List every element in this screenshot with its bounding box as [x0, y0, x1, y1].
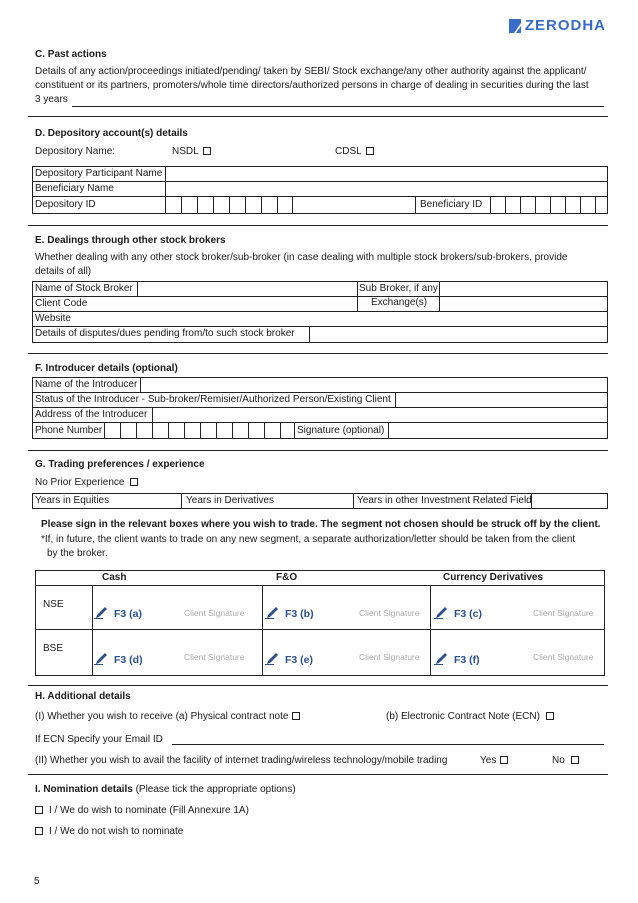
section-divider	[28, 685, 608, 686]
client-signature-placeholder: Client Signature	[533, 608, 594, 618]
nominate-no-checkbox[interactable]	[35, 827, 43, 835]
pen-icon	[94, 651, 110, 665]
section-d-title: D. Depository account(s) details	[35, 128, 188, 139]
client-signature-placeholder: Client Signature	[184, 608, 245, 618]
segment-note-line2: by the broker.	[47, 548, 108, 559]
f3-b-code: F3 (b)	[285, 608, 314, 620]
nse-cash-signature-box[interactable]	[92, 605, 260, 623]
client-signature-placeholder: Client Signature	[359, 652, 420, 662]
col-currency-derivatives: Currency Derivatives	[443, 572, 544, 583]
introducer-address-label: Address of the Introducer	[35, 409, 148, 420]
bse-currency-signature-box[interactable]	[432, 651, 604, 669]
sign-instruction: Please sign in the relevant boxes where you wish to trade. The segment not chosen should be struck off by the client.	[41, 519, 601, 530]
section-divider	[28, 353, 608, 354]
section-f-title: F. Introducer details (optional)	[35, 363, 178, 374]
section-divider	[28, 225, 608, 226]
beneficiary-name-label: Beneficiary Name	[35, 183, 114, 194]
ecn-email-label: If ECN Specify your Email ID	[35, 734, 163, 745]
section-h-title: H. Additional details	[35, 691, 131, 702]
beneficiary-id-boxes[interactable]	[490, 196, 608, 213]
ecn-option[interactable]	[386, 711, 554, 723]
row-nse: NSE	[43, 599, 64, 610]
row-bse: BSE	[43, 643, 64, 654]
no-checkbox[interactable]	[571, 756, 579, 764]
depository-name-label: Depository Name:	[35, 146, 116, 157]
depository-id-label: Depository ID	[35, 199, 96, 210]
nsdl-label: NSDL	[172, 146, 199, 157]
website-label: Website	[35, 313, 71, 324]
no-label: No	[552, 755, 565, 766]
section-g-title: G. Trading preferences / experience	[35, 459, 205, 470]
section-c-title: C. Past actions	[35, 49, 107, 60]
section-i-title: I. Nomination details	[35, 784, 133, 795]
introducer-name-label: Name of the Introducer	[35, 379, 138, 390]
past-actions-field[interactable]	[72, 106, 604, 107]
f3-a-code: F3 (a)	[114, 608, 143, 620]
f3-d-code: F3 (d)	[114, 654, 143, 666]
nominate-no-option[interactable]	[35, 826, 183, 838]
section-i-heading	[35, 784, 296, 796]
nsdl-option[interactable]	[172, 146, 211, 158]
cdsl-label: CDSL	[335, 146, 362, 157]
physical-contract-checkbox[interactable]	[292, 712, 300, 720]
pen-icon	[94, 605, 110, 619]
physical-contract-option[interactable]	[35, 711, 300, 723]
section-divider	[28, 450, 608, 451]
segment-note-line1: *If, in future, the client wants to trade on any new segment, a separate authorization/letter should be taken from the client	[41, 534, 576, 545]
nominate-no-label: I / We do not wish to nominate	[49, 826, 184, 837]
phone-number-boxes[interactable]	[104, 422, 296, 438]
col-cash: Cash	[102, 572, 127, 583]
physical-contract-label: (I) Whether you wish to receive (a) Physical contract note	[35, 711, 289, 722]
exchanges-label: Exchange(s)	[371, 297, 428, 308]
depository-id-boxes[interactable]	[165, 196, 292, 213]
no-prior-label: No Prior Experience	[35, 477, 125, 488]
f3-f-code: F3 (f)	[454, 654, 480, 666]
nse-currency-signature-box[interactable]	[432, 605, 604, 623]
pen-icon	[265, 605, 281, 619]
section-e-title: E. Dealings through other stock brokers	[35, 235, 226, 246]
pen-icon	[434, 605, 450, 619]
beneficiary-id-label: Beneficiary ID	[420, 199, 483, 210]
bse-fno-signature-box[interactable]	[263, 651, 431, 669]
f3-c-code: F3 (c)	[454, 608, 483, 620]
dp-name-label: Depository Participant Name	[35, 168, 163, 179]
section-divider	[28, 774, 608, 775]
no-prior-checkbox[interactable]	[130, 478, 138, 486]
section-e-line2: details of all)	[35, 266, 92, 277]
years-equities-label: Years in Equities	[35, 495, 110, 506]
years-derivatives-label: Years in Derivatives	[186, 495, 275, 506]
section-i-note: (Please tick the appropriate options)	[135, 784, 296, 795]
disputes-label: Details of disputes/dues pending from/to such stock broker	[35, 328, 295, 339]
pen-icon	[434, 651, 450, 665]
internet-trading-label: (II) Whether you wish to avail the facility of internet trading/wireless technology/mobile trading	[35, 755, 448, 766]
cdsl-option[interactable]	[335, 146, 374, 158]
f3-e-code: F3 (e)	[285, 654, 314, 666]
section-c-line1: Details of any action/proceedings initiated/pending/ taken by SEBI/ Stock exchange/any other authority against the applicant/	[35, 66, 587, 77]
internet-yes-option[interactable]	[480, 755, 508, 767]
nominate-yes-option[interactable]	[35, 805, 249, 817]
section-c-line3: 3 years	[35, 94, 68, 105]
nominate-yes-label: I / We do wish to nominate (Fill Annexure 1A)	[49, 805, 249, 816]
section-e-line1: Whether dealing with any other stock broker/sub-broker (in case dealing with multiple stock brokers/sub-brokers, provide	[35, 252, 568, 263]
introducer-signature-label: Signature (optional)	[297, 425, 385, 436]
years-other-label: Years in other Investment Related Field	[357, 495, 532, 506]
ecn-email-field[interactable]	[172, 744, 604, 745]
zerodha-logo	[509, 17, 606, 34]
client-code-label: Client Code	[35, 298, 88, 309]
ecn-checkbox[interactable]	[546, 712, 554, 720]
client-signature-placeholder: Client Signature	[359, 608, 420, 618]
introducer-status-label: Status of the Introducer - Sub-broker/Remisier/Authorized Person/Existing Client	[35, 394, 391, 405]
sub-broker-label: Sub Broker, if any	[359, 283, 438, 294]
no-prior-option[interactable]	[35, 477, 138, 489]
section-c-line2: constituent or its partners, promoters/whole time directors/authorized persons in charge of dealing in securities during the last	[35, 80, 589, 91]
nse-fno-signature-box[interactable]	[263, 605, 431, 623]
brand-name: ZERODHA	[524, 17, 606, 34]
internet-no-option[interactable]	[552, 755, 579, 767]
cdsl-checkbox[interactable]	[366, 147, 374, 155]
pen-icon	[265, 651, 281, 665]
bse-cash-signature-box[interactable]	[92, 651, 260, 669]
nsdl-checkbox[interactable]	[203, 147, 211, 155]
yes-label: Yes	[480, 755, 497, 766]
client-signature-placeholder: Client Signature	[184, 652, 245, 662]
yes-checkbox[interactable]	[500, 756, 508, 764]
zerodha-logo-icon	[509, 19, 521, 33]
stock-broker-name-label: Name of Stock Broker	[35, 283, 133, 294]
ecn-label: (b) Electronic Contract Note (ECN)	[386, 711, 540, 722]
phone-number-label: Phone Number	[35, 425, 103, 436]
nominate-yes-checkbox[interactable]	[35, 806, 43, 814]
section-divider	[28, 116, 608, 117]
page-number: 5	[34, 876, 40, 887]
client-signature-placeholder: Client Signature	[533, 652, 594, 662]
col-fno: F&O	[276, 572, 298, 583]
